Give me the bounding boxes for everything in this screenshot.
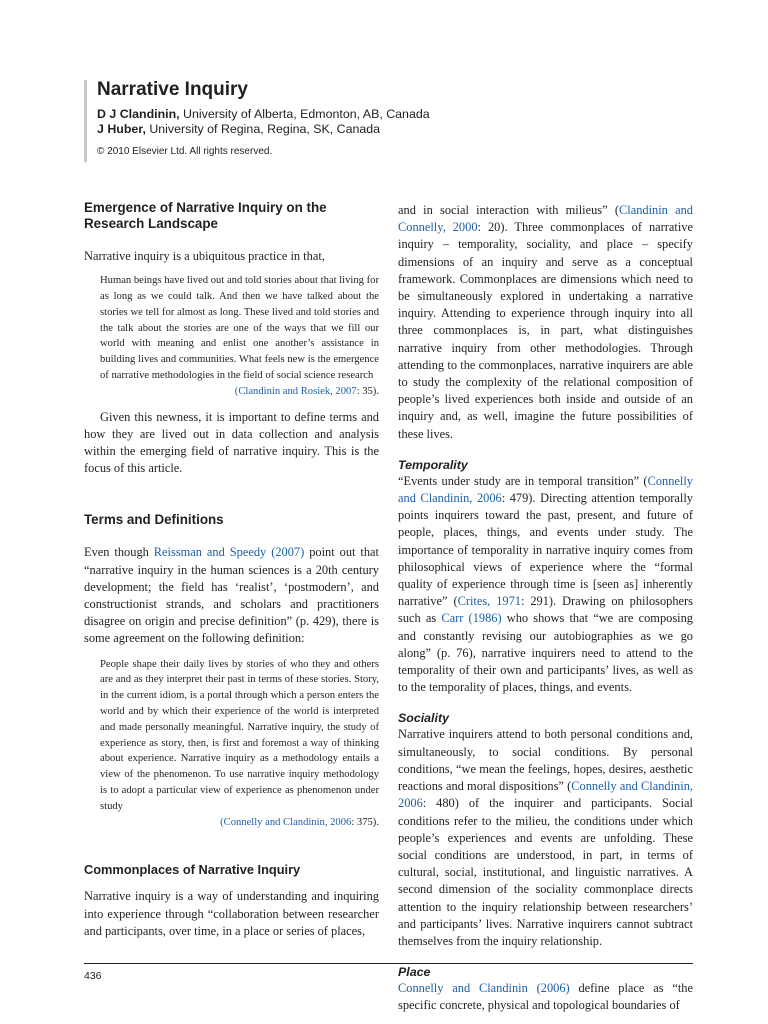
text-run: Narrative inquirers attend to both personal conditions and, simultaneously, to social conditions. By personal conditions, “we mean the feelings, hopes, desires, aesthetic reactions and moral dispositions” ( [398,727,693,794]
quote-text: Human beings have lived out and told stories about that living for as long as we could talk. And then we have talked about the stories we tell for almost as long. These lived and told stories and the talk about the stories are one of the ways that we fill our world with meaning and enlist one another’s assistance in building lives and communities. What feels new is the emergence of narrative methodologies in the field of social science research [100,275,379,381]
left-column [84,200,379,940]
citation-link[interactable]: Clandinin and Connelly, 2000 [398,203,693,235]
block-quote-1 [100,273,379,399]
author-affiliation: University of Alberta, Edmonton, AB, Canada [179,107,430,121]
author-name: D J Clandinin, [97,107,180,121]
text-run: : 20). Three commonplaces of narrative inquiry – temporality, sociality, and place – specify dimensions of an inquiry and serve as a conceptual framework. Commonplaces are dimensions which need to be simultaneously explored in undertaking a narrative inquiry. Attending to experience through inquiry into all three commonplaces is, in part, what distinguishes narrative inquiry from other methodologies. Through attending to the commonplaces, narrative inquirers are able to study the complexity of the relational composition of people’s lived experiences both inside and outside of an inquiry and, as well, imagine the future possibilities of these lives. [398,220,693,441]
paragraph-intro: Narrative inquiry is a ubiquitous practice in that, [84,249,325,263]
text-run: Even though [84,545,154,560]
citation-link[interactable]: Connelly and Clandinin, 2006 [398,779,693,811]
citation-suffix: : 375). [351,816,379,828]
quote-text: People shape their daily lives by stories of who they and others are and as they interpret their past in terms of these stories. Story, in the current idiom, is a portal through which a person enters the world and by which their experience of the world is interpreted and made personally meaningful. Narrative inquiry, the study of experience as story, then, is first and foremost a way of thinking about experience. Narrative inquiry as a methodology entails a view of the phenomenon. To use narrative inquiry methodology is to adopt a particular view of experience as phenomenon under study [100,658,379,812]
paragraph-temporality [398,473,693,697]
author-name: J Huber, [97,122,146,136]
citation-link[interactable]: (Connelly and Clandinin, 2006 [220,816,352,828]
citation-suffix: : 35). [356,385,379,397]
footer-rule [84,963,693,964]
text-run: : 291). Drawing on philosophers such as [398,594,693,626]
text-run: “Events under study are in temporal transition” ( [398,473,648,488]
subheading-place: Place [398,965,431,980]
quote-citation [100,384,379,400]
subheading-sociality: Sociality [398,711,449,726]
section-heading-emergence: Emergence of Narrative Inquiry on the Research Landscape [84,200,327,231]
paragraph-commonplaces: Narrative inquiry is a way of understanding and inquiring into experience through “collaboration between researcher and participants, over time, in a place or series of places, [84,889,379,938]
section-heading-terms: Terms and Definitions [84,512,224,528]
page-number: 436 [84,970,102,982]
text-run: and in social interaction with milieus” ( [398,203,619,217]
author-affiliation: University of Regina, Regina, SK, Canada [145,122,381,136]
copyright-notice: © 2010 Elsevier Ltd. All rights reserved. [97,146,273,157]
author-line-2 [97,122,380,136]
text-run: who shows that “we are composing and constantly revising our autobiographies as we go along” (p. 76), narrative inquirers need to attend to the temporality of their own and participants’ lives, as well as to the temporality of places, things, and events. [398,611,693,695]
citation-link[interactable]: Carr (1986) [441,611,502,626]
text-run: : 479). Directing attention temporally points inquirers toward the past, present, and future of people, places, things, and events under study. The importance of temporality in narrative inquiry comes from philosophical views of experience where the “formal quality of experience through time is [seen as] inherently narrative” ( [398,491,693,609]
paragraph-given: Given this newness, it is important to define terms and how they are lived out in data collection and analysis within the emerging field of narrative inquiry. This is the focus of this article. [84,409,379,476]
author-line-1 [97,107,430,121]
section-heading-commonplaces: Commonplaces of Narrative Inquiry [84,862,301,878]
block-quote-2 [100,657,379,831]
citation-link[interactable]: Connelly and Clandinin (2006) [398,981,570,996]
paragraph-continued [398,202,693,443]
text-run: define place as “the specific concrete, physical and topological boundaries of [398,981,693,1013]
article-title: Narrative Inquiry [97,79,248,100]
paragraph-place [398,980,693,1014]
paragraph-sociality [398,726,693,950]
quote-citation [100,815,379,831]
header-accent-bar [84,80,87,162]
citation-link[interactable]: Reissman and Speedy (2007) [153,545,305,560]
citation-link[interactable]: (Clandinin and Rosiek, 2007 [234,385,357,397]
citation-link[interactable]: Connelly and Clandinin, 2006 [398,473,693,506]
text-run: : 480) of the inquirer and participants. Social conditions refer to the milieu, the conditions under which people’s experiences and events are unfolding. These social conditions are understood, in part, in terms of cultural, social, institutional, and linguistic narratives. A second dimension of the sociality commonplace directs attention to the inquiry relationship between researchers’ and participants’ lives. Narrative inquirers cannot subtract themselves from the inquiry relationship. [398,796,693,948]
right-column [398,202,693,1015]
citation-link[interactable]: Crites, 1971 [457,594,521,609]
subheading-temporality: Temporality [398,457,468,472]
paragraph-even-though [84,544,379,647]
text-run: point out that “narrative inquiry in the human sciences is a 20th century development; the field has ‘realist’, ‘postmodern’, and constructionist strands, and scholars and practitioners disagree on origin and precise definition” (p. 429), there is some agreement on the following definition: [84,545,379,646]
